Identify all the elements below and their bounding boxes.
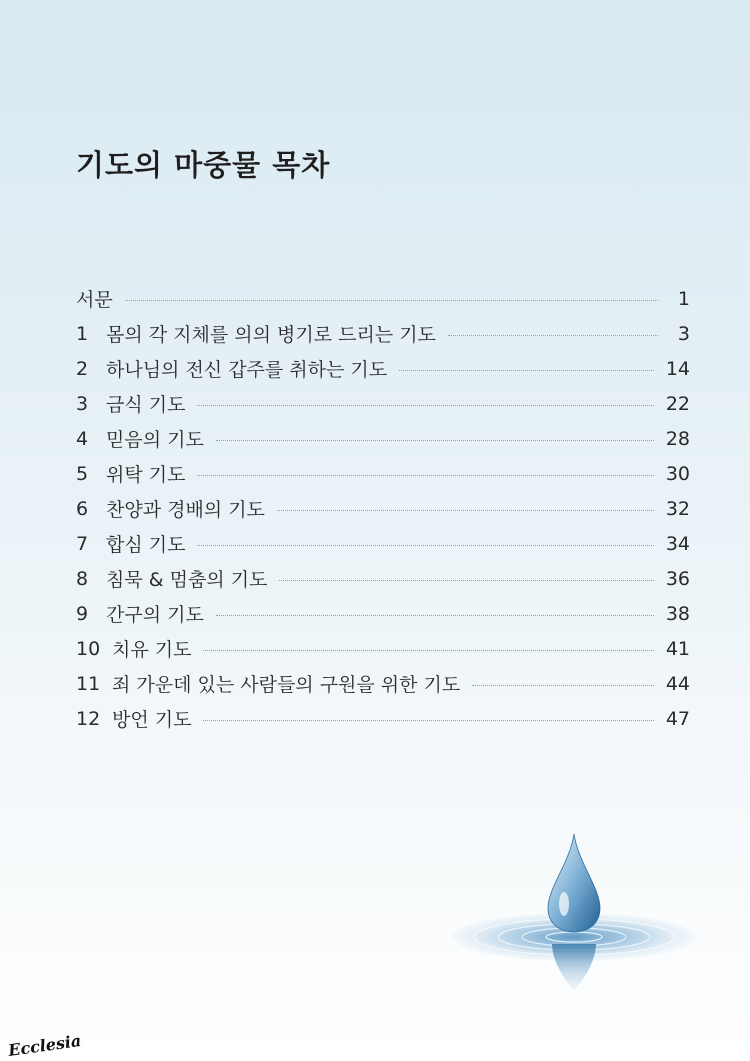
toc-entry-page: 47 (665, 707, 690, 730)
toc-entry-page: 22 (665, 392, 690, 415)
dot-leader (125, 300, 658, 301)
toc-entry-page: 34 (665, 532, 690, 555)
toc-entry-title: 합심 기도 (106, 534, 186, 556)
dot-leader (197, 405, 653, 406)
dot-leader (399, 370, 654, 371)
dot-leader (448, 335, 658, 336)
toc-entry-title: 죄 가운데 있는 사람들의 구원을 위한 기도 (112, 674, 461, 696)
toc-entry-title: 위탁 기도 (106, 464, 186, 486)
dot-leader (197, 545, 653, 546)
toc-entry-title: 몸의 각 지체를 의의 병기로 드리는 기도 (106, 324, 436, 346)
toc-entry-title: 방언 기도 (112, 709, 192, 731)
ecclesia-logo: Ecclesia (7, 1030, 83, 1061)
toc-entry-number: 8 (76, 567, 89, 590)
toc-entry-title: 치유 기도 (112, 639, 192, 661)
toc-entry-title: 믿음의 기도 (106, 429, 204, 451)
toc-entry-page: 3 (677, 322, 690, 345)
toc-entry-number: 12 (76, 707, 101, 730)
dot-leader (203, 650, 653, 651)
toc-entry-page: 28 (665, 427, 690, 450)
toc-entry-number: 4 (76, 427, 89, 450)
page-title: 기도의 마중물 목차 (76, 148, 331, 182)
toc-entry-title: 하나님의 전신 갑주를 취하는 기도 (106, 359, 388, 381)
toc-entry-page: 1 (677, 287, 690, 310)
dot-leader (472, 685, 654, 686)
toc-entry[interactable] (76, 701, 690, 736)
toc-entry-number: 3 (76, 392, 89, 415)
toc-entry[interactable] (76, 421, 690, 456)
toc-entry[interactable] (76, 666, 690, 701)
toc-entry-number: 10 (76, 637, 101, 660)
toc-entry-title: 찬양과 경배의 기도 (106, 499, 265, 521)
toc-entry-page: 41 (665, 637, 690, 660)
toc-entry[interactable] (76, 281, 690, 316)
toc-entry-page: 38 (665, 602, 690, 625)
toc-entry-page: 14 (665, 357, 690, 380)
toc-entry-number: 1 (76, 322, 89, 345)
water-drop-icon (452, 832, 702, 992)
toc-entry[interactable] (76, 561, 690, 596)
toc-entry-number: 2 (76, 357, 89, 380)
toc-entry[interactable] (76, 316, 690, 351)
toc-entry-number: 5 (76, 462, 89, 485)
toc-entry[interactable] (76, 596, 690, 631)
toc-entry-page: 32 (665, 497, 690, 520)
toc-entry-number: 11 (76, 672, 101, 695)
dot-leader (279, 580, 653, 581)
dot-leader (277, 510, 654, 511)
water-drop-illustration (452, 832, 702, 992)
dot-leader (203, 720, 653, 721)
toc-entry-number: 9 (76, 602, 89, 625)
toc-entry-title: 침묵 & 멈춤의 기도 (106, 569, 268, 591)
toc-entry-title: 금식 기도 (106, 394, 186, 416)
toc-entry[interactable] (76, 526, 690, 561)
dot-leader (216, 615, 654, 616)
toc-entry-number: 7 (76, 532, 89, 555)
toc-entry-title: 간구의 기도 (106, 604, 204, 626)
dot-leader (197, 475, 653, 476)
toc-entry[interactable] (76, 351, 690, 386)
toc-entry-page: 30 (665, 462, 690, 485)
toc-entry[interactable] (76, 491, 690, 526)
table-of-contents (76, 281, 690, 736)
toc-entry-page: 44 (665, 672, 690, 695)
toc-entry-title: 서문 (76, 289, 113, 311)
toc-entry[interactable] (76, 386, 690, 421)
toc-entry-page: 36 (665, 567, 690, 590)
toc-entry[interactable] (76, 456, 690, 491)
toc-entry[interactable] (76, 631, 690, 666)
dot-leader (216, 440, 654, 441)
toc-entry-number: 6 (76, 497, 89, 520)
